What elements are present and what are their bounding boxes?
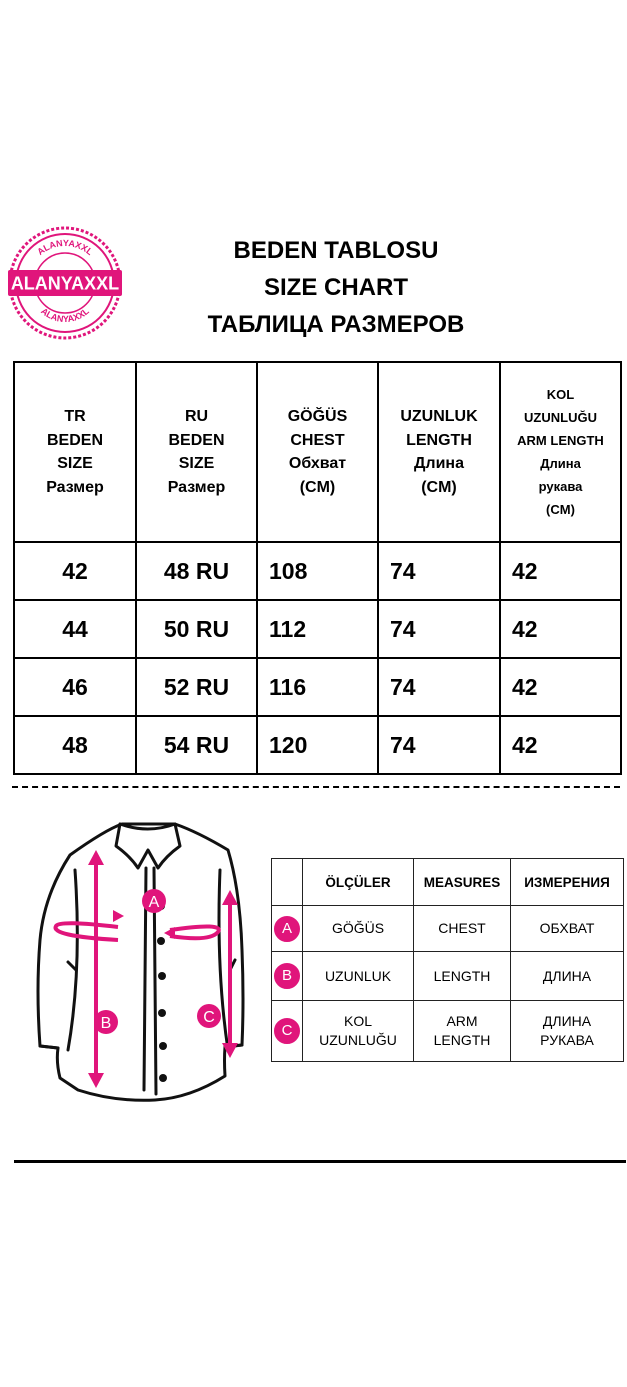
table-row xyxy=(14,716,621,774)
logo-brand: ALANYAXXL xyxy=(10,273,120,294)
shirt-outline-icon xyxy=(38,824,243,1100)
chest-arrow-head-icon xyxy=(113,910,124,922)
legend-tr-cell xyxy=(303,1001,414,1062)
label-c: C xyxy=(203,1009,215,1026)
legend-key-c: C xyxy=(274,1018,300,1044)
legend-tr-line: KOL xyxy=(343,1013,372,1029)
svg-text:ALANYAXXL xyxy=(39,306,91,324)
legend-ru-cell: ОБХВАТ xyxy=(511,906,624,952)
legend-en-cell: LENGTH xyxy=(414,952,511,1001)
header-ru-size: RU BEDEN SIZE Размер xyxy=(136,362,257,542)
header-length: UZUNLUK LENGTH Длина (CM) xyxy=(378,362,500,542)
measurement-legend-table xyxy=(271,858,624,1062)
legend-key-cell xyxy=(272,906,303,952)
legend-header-tr: ÖLÇÜLER xyxy=(303,859,414,906)
title-line-3: ТАБЛИЦА РАЗМЕРОВ xyxy=(207,311,465,338)
cell-ru-size: 50 RU xyxy=(136,600,257,658)
shirt-buttons xyxy=(157,902,167,1082)
size-chart-table xyxy=(13,361,622,775)
cell-tr-size: 46 xyxy=(14,658,136,716)
cell-ru-size: 52 RU xyxy=(136,658,257,716)
cell-arm-length: 42 xyxy=(500,600,621,658)
cell-chest: 120 xyxy=(257,716,378,774)
title-line-1: BEDEN TABLOSU xyxy=(233,237,439,264)
header-arm-length: KOL UZUNLUĞU ARM LENGTH Длина рукава (CM) xyxy=(500,362,621,542)
cell-arm-length: 42 xyxy=(500,716,621,774)
legend-header-row xyxy=(272,859,624,906)
label-b: B xyxy=(100,1015,112,1032)
legend-tr-cell: UZUNLUK xyxy=(303,952,414,1001)
table-row xyxy=(272,1001,624,1062)
cell-length: 74 xyxy=(378,658,500,716)
alanyaxxl-logo xyxy=(6,224,124,342)
legend-ru-cell xyxy=(511,1001,624,1062)
legend-header-empty xyxy=(272,859,303,906)
cell-arm-length: 42 xyxy=(500,542,621,600)
cell-length: 74 xyxy=(378,600,500,658)
chest-measure-arrow xyxy=(56,923,219,940)
header-tr-size: TR BEDEN SIZE Размер xyxy=(14,362,136,542)
cell-ru-size: 48 RU xyxy=(136,542,257,600)
legend-header-ru: ИЗМЕРЕНИЯ xyxy=(511,859,624,906)
cell-tr-size: 44 xyxy=(14,600,136,658)
length-arrow-head-icon xyxy=(88,1073,104,1088)
legend-en-line: LENGTH xyxy=(433,1032,491,1048)
title-block xyxy=(150,232,522,343)
cell-tr-size: 48 xyxy=(14,716,136,774)
chest-arrow-head-icon xyxy=(164,927,175,939)
cell-ru-size: 54 RU xyxy=(136,716,257,774)
legend-header-en: MEASURES xyxy=(414,859,511,906)
table-row xyxy=(14,542,621,600)
cell-tr-size: 42 xyxy=(14,542,136,600)
legend-key-cell xyxy=(272,952,303,1001)
table-row xyxy=(14,600,621,658)
legend-ru-line: ДЛИНА xyxy=(542,1013,592,1029)
cell-arm-length: 42 xyxy=(500,658,621,716)
legend-en-line: ARM xyxy=(446,1013,478,1029)
legend-tr-line: UZUNLUĞU xyxy=(319,1032,397,1048)
cell-chest: 108 xyxy=(257,542,378,600)
svg-text:ALANYAXXL xyxy=(35,238,95,257)
label-a: A xyxy=(148,894,160,911)
dashed-divider xyxy=(12,786,620,788)
table-row xyxy=(272,906,624,952)
legend-en-cell: CHEST xyxy=(414,906,511,952)
table-row xyxy=(272,952,624,1001)
table-row xyxy=(14,658,621,716)
legend-en-cell xyxy=(414,1001,511,1062)
legend-tr-cell: GÖĞÜS xyxy=(303,906,414,952)
legend-key-cell xyxy=(272,1001,303,1062)
cell-chest: 116 xyxy=(257,658,378,716)
title-line-2: SIZE CHART xyxy=(264,274,408,301)
bottom-divider xyxy=(14,1160,626,1163)
legend-key-a: A xyxy=(274,916,300,942)
length-arrow-head-icon xyxy=(88,850,104,865)
legend-ru-cell: ДЛИНА xyxy=(511,952,624,1001)
shirt-measurement-diagram xyxy=(20,810,260,1110)
cell-chest: 112 xyxy=(257,600,378,658)
logo-ring-top: ALANYAXXL xyxy=(35,237,95,258)
cell-length: 74 xyxy=(378,542,500,600)
logo-ring-bottom: ALANYAXXL xyxy=(39,305,91,325)
header-chest: GÖĞÜS CHEST Обхват (CM) xyxy=(257,362,378,542)
legend-ru-line: РУКАВА xyxy=(540,1032,594,1048)
legend-key-b: B xyxy=(274,963,300,989)
cell-length: 74 xyxy=(378,716,500,774)
size-table-header-row xyxy=(14,362,621,542)
